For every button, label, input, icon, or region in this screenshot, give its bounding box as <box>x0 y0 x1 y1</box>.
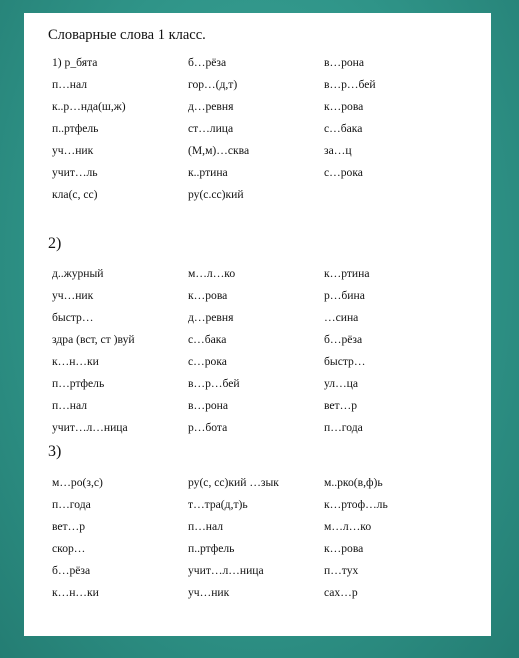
word-cell: к…н…ки <box>52 355 99 368</box>
page-title: Словарные слова 1 класс. <box>48 27 206 43</box>
word-row <box>52 477 492 499</box>
word-cell: д..журный <box>52 267 104 280</box>
word-cell: быстр… <box>324 355 366 368</box>
word-cell: ул…ца <box>324 377 359 390</box>
word-row <box>52 312 492 334</box>
word-row <box>52 167 492 189</box>
word-cell: п…нал <box>52 78 88 91</box>
word-cell: к…н…ки <box>52 586 99 599</box>
word-row <box>52 400 492 422</box>
word-cell: р…бота <box>188 421 228 434</box>
word-cell: уч…ник <box>188 586 230 599</box>
word-cell: вет…р <box>324 399 358 412</box>
word-cell: м…ро(з,с) <box>52 476 103 489</box>
word-cell: к…рова <box>324 542 364 555</box>
section-3-grid <box>52 477 492 609</box>
word-cell: м..рко(в,ф)ь <box>324 476 383 489</box>
word-cell: д…ревня <box>188 100 234 113</box>
word-cell: к…рова <box>324 100 364 113</box>
word-cell: с…бака <box>188 333 227 346</box>
word-cell: п…нал <box>188 520 224 533</box>
word-cell: здра (вст, ст )вуй <box>52 333 135 346</box>
word-cell: п…года <box>52 498 91 511</box>
word-row <box>52 587 492 609</box>
word-row <box>52 378 492 400</box>
word-cell: с…рока <box>324 166 363 179</box>
word-cell: п…нал <box>52 399 88 412</box>
word-cell: в…р…бей <box>324 78 376 91</box>
word-row <box>52 565 492 587</box>
word-cell: п…ртфель <box>52 377 105 390</box>
word-cell: учит…л…ница <box>188 564 264 577</box>
word-cell: быстр… <box>52 311 94 324</box>
word-cell: б…рёза <box>52 564 91 577</box>
word-cell: вет…р <box>52 520 86 533</box>
word-cell: …сина <box>324 311 359 324</box>
section-1-grid <box>52 57 492 211</box>
section-2-number: 2) <box>48 235 62 252</box>
word-row <box>52 57 492 79</box>
word-cell: гор…(д,т) <box>188 78 238 91</box>
word-cell: (М,м)…сква <box>188 144 250 157</box>
word-row <box>52 101 492 123</box>
word-cell: т…тра(д,т)ь <box>188 498 248 511</box>
word-cell: в…р…бей <box>188 377 240 390</box>
word-row <box>52 334 492 356</box>
word-cell: скор… <box>52 542 86 555</box>
word-cell: учит…ль <box>52 166 98 179</box>
word-row <box>52 145 492 167</box>
word-cell: в…рона <box>324 56 365 69</box>
word-cell: за…ц <box>324 144 352 157</box>
word-cell: м…л…ко <box>324 520 372 533</box>
word-row <box>52 543 492 565</box>
word-cell: д…ревня <box>188 311 234 324</box>
word-cell: в…рона <box>188 399 229 412</box>
word-row <box>52 521 492 543</box>
word-cell: п…года <box>324 421 363 434</box>
worksheet-page <box>24 13 491 636</box>
word-cell: м…л…ко <box>188 267 236 280</box>
word-row <box>52 356 492 378</box>
word-row <box>52 189 492 211</box>
word-row <box>52 268 492 290</box>
section-2-grid <box>52 268 492 444</box>
word-cell: с…рока <box>188 355 227 368</box>
word-cell: ру(с.сс)кий <box>188 188 244 201</box>
word-cell: б…рёза <box>324 333 363 346</box>
word-cell: п..ртфель <box>188 542 235 555</box>
word-cell: уч…ник <box>52 144 94 157</box>
word-cell: б…рёза <box>188 56 227 69</box>
word-cell: к…ртина <box>324 267 370 280</box>
word-cell: учит…л…ница <box>52 421 128 434</box>
word-row <box>52 79 492 101</box>
section-3-number: 3) <box>48 443 62 460</box>
word-cell: п…тух <box>324 564 359 577</box>
word-row <box>52 499 492 521</box>
word-row <box>52 422 492 444</box>
word-cell: п..ртфель <box>52 122 99 135</box>
word-cell: сах…р <box>324 586 358 599</box>
word-cell: ст…лица <box>188 122 234 135</box>
word-cell: уч…ник <box>52 289 94 302</box>
word-cell: с…бака <box>324 122 363 135</box>
word-cell: кла(с, сс) <box>52 188 98 201</box>
word-cell: к..ртина <box>188 166 228 179</box>
word-row <box>52 123 492 145</box>
word-cell: р…бина <box>324 289 365 302</box>
word-cell: к…рова <box>188 289 228 302</box>
word-cell: ру(с, сс)кий …зык <box>188 476 279 489</box>
word-cell: 1) р_бята <box>52 56 98 69</box>
word-row <box>52 290 492 312</box>
word-cell: к..р…нда(ш,ж) <box>52 100 126 113</box>
word-cell: к…ртоф…ль <box>324 498 388 511</box>
